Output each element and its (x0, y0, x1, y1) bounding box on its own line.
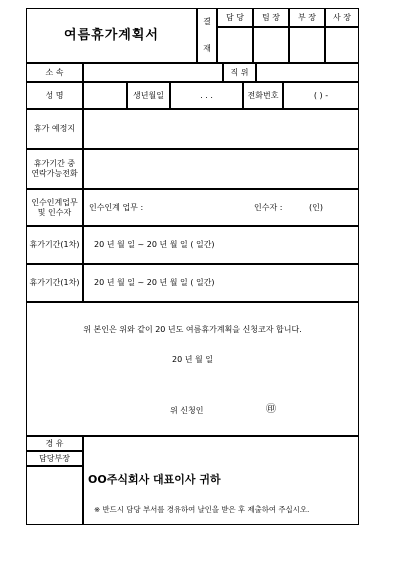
location-label: 휴가 예정지 (26, 109, 83, 149)
manager-label: 담당부장 (26, 451, 83, 466)
dept-field[interactable] (83, 63, 223, 82)
period2-value: 20 년 월 일 ~ 20 년 월 일 ( 일간) (94, 278, 215, 288)
name-label: 성 명 (26, 82, 83, 109)
contact-field[interactable] (83, 149, 359, 189)
birth-label: 생년월일 (127, 82, 170, 109)
approval-col-dept-head: 부 장 (289, 8, 325, 27)
recipient-text: OO주식회사 대표이사 귀하 (88, 473, 221, 486)
dept-label: 소 속 (26, 63, 83, 82)
birth-field[interactable]: . . . (170, 82, 243, 109)
handover-label-line1: 인수인계업무 (31, 197, 78, 207)
applicant-seal: ㊞ (266, 404, 276, 415)
submission-note: ※ 반드시 담당 부서를 경유하여 날인을 받은 후 제출하여 주십시오. (94, 505, 310, 514)
title-cell (26, 8, 197, 63)
approval-sign-staff[interactable] (217, 27, 253, 63)
location-field[interactable] (83, 109, 359, 149)
approval-col-staff: 담 당 (217, 8, 253, 27)
via-label: 경 유 (26, 436, 83, 451)
statement-date: 20 년 월 일 (172, 355, 213, 364)
approval-col-president: 사 장 (325, 8, 359, 27)
period2-label: 휴가기간(1차) (26, 264, 83, 302)
handover-field[interactable] (83, 189, 359, 226)
approval-sign-team-lead[interactable] (253, 27, 289, 63)
handover-seal: (인) (309, 202, 323, 212)
handover-person-label: 인수자 : (254, 202, 283, 212)
applicant-label: 위 신청인 (170, 406, 204, 415)
phone-label: 전화번호 (243, 82, 283, 109)
statement-text: 위 본인은 위와 같이 20 년도 여름휴가계획을 신청코자 합니다. (83, 325, 302, 334)
vacation-plan-form (26, 8, 359, 525)
form-title: 여름휴가계획서 (64, 27, 159, 43)
name-field[interactable] (83, 82, 127, 109)
approval-label-bottom: 재 (203, 43, 211, 53)
period1-field[interactable] (83, 226, 359, 264)
manager-sign-field[interactable] (26, 466, 83, 525)
position-field[interactable] (256, 63, 359, 82)
approval-label (197, 8, 217, 63)
handover-label-line2: 및 인수자 (37, 207, 72, 217)
phone-field[interactable]: ( ) - (283, 82, 359, 109)
position-label: 직 위 (223, 63, 256, 82)
period1-value: 20 년 월 일 ~ 20 년 월 일 ( 일간) (94, 240, 215, 250)
handover-label (26, 189, 83, 226)
period2-field[interactable] (83, 264, 359, 302)
contact-label (26, 149, 83, 189)
approval-sign-dept-head[interactable] (289, 27, 325, 63)
approval-col-team-lead: 팀 장 (253, 8, 289, 27)
period1-label: 휴가기간(1차) (26, 226, 83, 264)
recipient-area (83, 436, 359, 525)
approval-sign-president[interactable] (325, 27, 359, 63)
statement-area (26, 302, 359, 436)
contact-label-line1: 휴가기간 중 (33, 159, 76, 169)
handover-task-label: 인수인계 업무 : (89, 202, 144, 212)
approval-label-top: 결 (203, 17, 211, 27)
contact-label-line2: 연락가능전화 (31, 169, 78, 178)
